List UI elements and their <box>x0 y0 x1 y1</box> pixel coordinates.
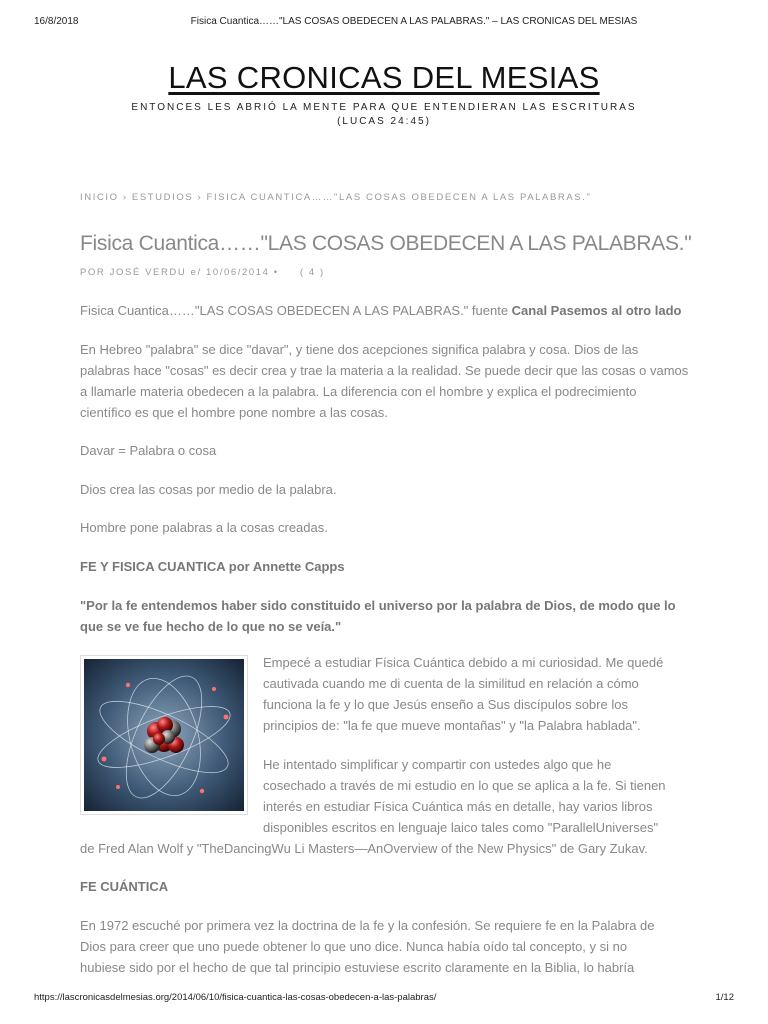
print-page-title: Fisica Cuantica……"LAS COSAS OBEDECEN A LAS PALABRAS." – LAS CRONICAS DEL MESIAS <box>190 16 638 27</box>
print-header <box>34 16 734 32</box>
post-title: Fisica Cuantica……"LAS COSAS OBEDECEN A LAS PALABRAS." <box>80 232 692 255</box>
paragraph-empece-line: funciona la fe y lo que Jesús enseño a Sus discípulos sobre los <box>263 697 628 712</box>
post-author[interactable]: POR JOSÉ VERDU <box>80 267 187 278</box>
post-comments-count[interactable]: ( 4 ) <box>299 267 325 278</box>
heading-fe-cuantica-text: FE CUÁNTICA <box>80 879 169 894</box>
breadcrumb-current: FISICA CUANTICA……"LAS COSAS OBEDECEN A LAS PALABRAS." <box>206 192 592 203</box>
print-date: 16/8/2018 <box>34 16 79 27</box>
paragraph-he-intentado-line: disponibles escritos en lenguaje laico tales como "ParallelUniverses" <box>263 820 659 835</box>
heading-fe-fisica-text: FE Y FISICA CUANTICA por Annette Capps <box>80 559 345 574</box>
paragraph-davar <box>80 339 690 423</box>
tagline-line-1: ENTONCES LES ABRIÓ LA MENTE PARA QUE ENTENDIERAN LAS ESCRITURAS <box>131 102 637 113</box>
post-date: e/ 10/06/2014 • <box>190 267 279 278</box>
print-url: https://lascronicasdelmesias.org/2014/06/10/fisica-cuantica-las-cosas-obedecen-a-las-palabras/ <box>34 992 437 1003</box>
paragraph-source <box>80 300 690 321</box>
paragraph-1972 <box>80 915 700 978</box>
site-title-link[interactable]: LAS CRONICAS DEL MESIAS <box>168 60 600 95</box>
paragraph-davar-text: En Hebreo "palabra" se dice "davar", y tiene dos acepciones significa palabra y cosa. Dios de las palabras hace "cosas" es decir crea y trae la materia a la realidad. Se puede decir que las cosas o vamos a llamarle materia obedecen a la palabra. La diferencia con el hombre y explica el podrecimiento científico es que el hombre pone nombre a las cosas. <box>80 342 689 420</box>
source-link[interactable]: Canal Pasemos al otro lado <box>511 303 682 318</box>
paragraph-empece-line: Empecé a estudiar Física Cuántica debido a mi curiosidad. Me quedé <box>263 655 664 670</box>
print-page-number: 1/12 <box>715 992 734 1003</box>
paragraph-he-intentado-line: de Fred Alan Wolf y "TheDancingWu Li Masters—AnOverview of the New Physics" de Gary Zukav. <box>80 841 648 856</box>
paragraph-1972-line: hubiese sido por el hecho de que tal principio estuviese escrito claramente en la Biblia, lo habría <box>80 960 635 975</box>
quote-block <box>80 595 690 637</box>
paragraph-1972-line: En 1972 escuché por primera vez la doctrina de la fe y la confesión. Se requiere fe en la Palabra de <box>80 918 655 933</box>
print-footer <box>34 992 734 1008</box>
paragraph-empece-line: principios de: "la fe que mueve montañas" y "la Palabra hablada". <box>263 718 641 733</box>
paragraph-1972-line: Dios para creer que uno puede obtener lo que uno dice. Nunca había oído tal concepto, y si no <box>80 939 628 954</box>
tagline-line-2: (LUCAS 24:45) <box>337 116 431 127</box>
breadcrumb-section[interactable]: ESTUDIOS <box>131 192 194 203</box>
heading-fe-cuantica <box>80 876 690 897</box>
paragraph-equation-text: Davar = Palabra o cosa <box>80 443 217 458</box>
site-tagline <box>0 101 768 129</box>
paragraph-empece-line: cautivada cuando me di cuenta de la similitud en relación a cómo <box>263 676 639 691</box>
heading-fe-fisica <box>80 556 690 577</box>
breadcrumb-separator: › <box>197 192 203 203</box>
paragraph-empece <box>263 652 703 736</box>
paragraph-he-intentado-line: interés en estudiar Física Cuántica más en detalle, hay varios libros <box>263 799 653 814</box>
paragraph-he-intentado <box>263 754 703 838</box>
breadcrumb-home[interactable]: INICIO <box>80 192 119 203</box>
paragraph-dios-crea-text: Dios crea las cosas por medio de la palabra. <box>80 482 337 497</box>
paragraph-dios-crea <box>80 479 690 500</box>
quote-text: "Por la fe entendemos haber sido constituido el universo por la palabra de Dios, de modo que lo que se ve fue hecho de lo que no se veía." <box>80 598 676 634</box>
post-meta <box>80 267 680 278</box>
atom-image <box>80 655 248 815</box>
breadcrumb-separator: › <box>122 192 128 203</box>
paragraph-he-intentado-end <box>80 838 720 859</box>
paragraph-hombre-text: Hombre pone palabras a la cosas creadas. <box>80 520 328 535</box>
atom-illustration-icon <box>84 659 244 811</box>
paragraph-equation <box>80 440 690 461</box>
paragraph-source-text: Fisica Cuantica……"LAS COSAS OBEDECEN A LAS PALABRAS." fuente <box>80 303 512 318</box>
paragraph-he-intentado-line: cosechado a través de mi estudio en lo que se aplica a la fe. Si tienen <box>263 778 666 793</box>
paragraph-he-intentado-line: He intentado simplificar y compartir con ustedes algo que he <box>263 757 612 772</box>
breadcrumb <box>80 192 700 203</box>
paragraph-hombre <box>80 517 690 538</box>
